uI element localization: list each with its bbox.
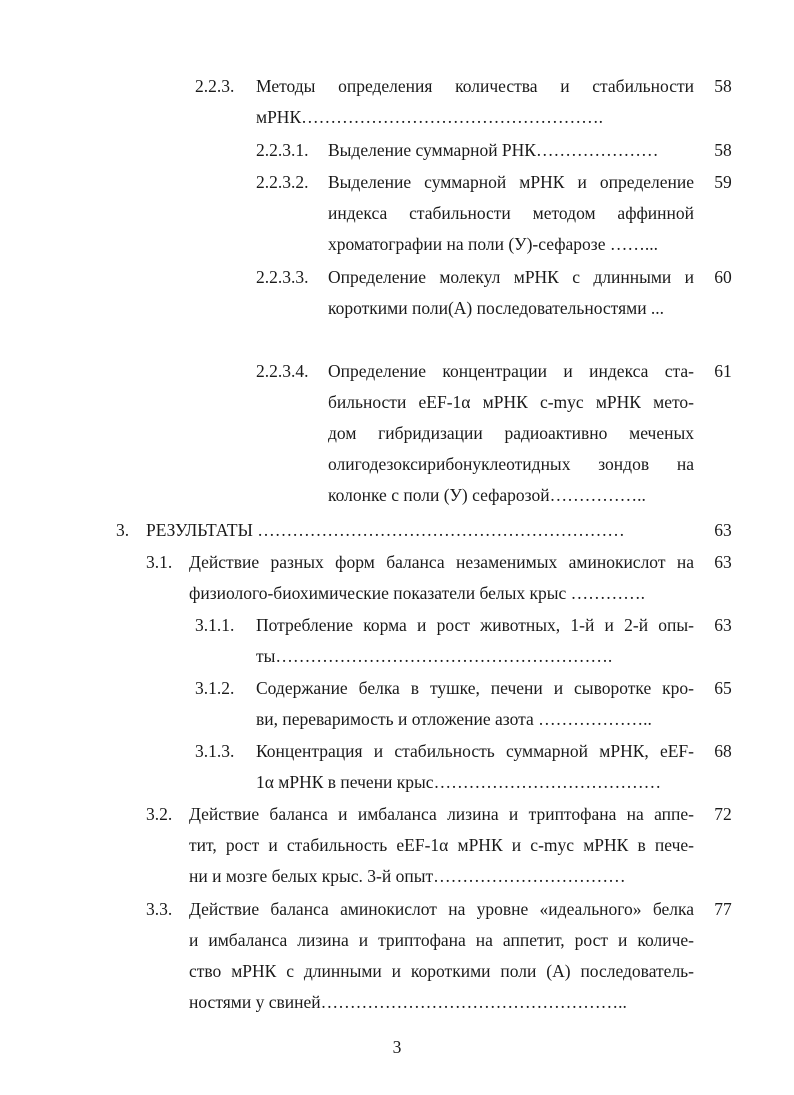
toc-title [146,515,694,546]
toc-page-number: 63 [714,615,732,635]
toc-title-line: мРНК……………………………………………. [256,107,603,127]
toc-title-line: ви, переваримость и отложение азота ……………….. [256,709,652,729]
toc-title-line: Определение концентрации и индекса ста- [328,361,694,381]
toc-title [189,799,694,892]
toc-title-line: Содержание белка в тушке, печени и сыворотке кро- [256,678,694,698]
toc-page-number: 63 [714,520,732,540]
toc-title-line: ты…………………………………………………. [256,646,613,666]
toc-title-line: Потребление корма и рост животных, 1-й и 2-й опы- [256,615,694,635]
toc-title [328,135,694,166]
toc-title-line: ство мРНК с длинными и короткими поли (А) последователь- [189,961,694,981]
toc-title [189,547,694,609]
toc-number: 3. [116,520,130,540]
toc-title-line: Действие баланса и имбаланса лизина и триптофана на аппе- [189,804,694,824]
toc-page-number: 61 [714,361,732,381]
toc-number: 3.3. [146,899,173,919]
toc-number: 2.2.3.1. [256,140,309,160]
toc-title-line: ни и мозге белых крыс. 3-й опыт…………………………… [189,866,626,886]
toc-page-number: 72 [714,804,732,824]
toc-title-line: хроматографии на поли (У)-сефарозе ……... [328,234,658,254]
toc-title [189,894,694,1018]
toc-title-line: Действие баланса аминокислот на уровне «идеального» белка [189,899,694,919]
toc-title-line: бильности eEF-1α мРНК c-myc мРНК мето- [328,392,694,412]
toc-title [256,71,694,133]
toc-title [256,736,694,798]
toc-title-line: короткими поли(А) последовательностями ... [328,298,665,318]
toc-title-line: РЕЗУЛЬТАТЫ ……………………………………………………… [146,520,625,540]
toc-title-line: Выделение суммарной мРНК и определение [328,172,694,192]
toc-title [328,262,694,324]
toc-title [256,673,694,735]
toc-title-line: дом гибридизации радиоактивно меченых [328,423,694,443]
toc-title [328,167,694,260]
toc-title [328,356,694,511]
toc-number: 2.2.3.4. [256,361,309,381]
toc-title-line: Методы определения количества и стабильности [256,76,694,96]
toc-title-line: Выделение суммарной РНК………………… [328,140,659,160]
toc-title-line: физиолого-биохимические показатели белых крыс …………. [189,583,646,603]
toc-page-number: 58 [714,140,732,160]
toc-title-line: тит, рост и стабильность eEF-1α мРНК и c-myc мРНК в пече- [189,835,694,855]
toc-title-line: ностями у свиней…………………………………………….. [189,992,627,1012]
toc-number: 2.2.3.2. [256,172,309,192]
toc-number: 2.2.3. [195,76,235,96]
toc-page-number: 77 [714,899,732,919]
toc-page-number: 63 [714,552,732,572]
toc-number: 3.1.3. [195,741,235,761]
toc-title [256,610,694,672]
toc-number: 3.1. [146,552,173,572]
toc-title-line: индекса стабильности методом аффинной [328,203,694,223]
toc-title-line: Концентрация и стабильность суммарной мРНК, eEF- [256,741,694,761]
toc-title-line: колонке с поли (У) сефарозой…………….. [328,485,646,505]
toc-title-line: 1α мРНК в печени крыс………………………………… [256,772,662,792]
toc-number: 2.2.3.3. [256,267,309,287]
toc-page-number: 58 [714,76,732,96]
toc-page-number: 59 [714,172,732,192]
page-footer [0,1036,794,1058]
page-number: 3 [392,1037,402,1057]
toc-title-line: Определение молекул мРНК с длинными и [328,267,694,287]
toc-page-number: 60 [714,267,732,287]
toc-page-number: 68 [714,741,732,761]
toc-title-line: и имбаланса лизина и триптофана на аппетит, рост и количе- [189,930,694,950]
toc-title-line: олигодезоксирибонуклеотидных зондов на [328,454,694,474]
toc-number: 3.1.1. [195,615,235,635]
toc-title-line: Действие разных форм баланса незаменимых аминокислот на [189,552,694,572]
toc-page-number: 65 [714,678,732,698]
toc-number: 3.2. [146,804,173,824]
toc-number: 3.1.2. [195,678,235,698]
